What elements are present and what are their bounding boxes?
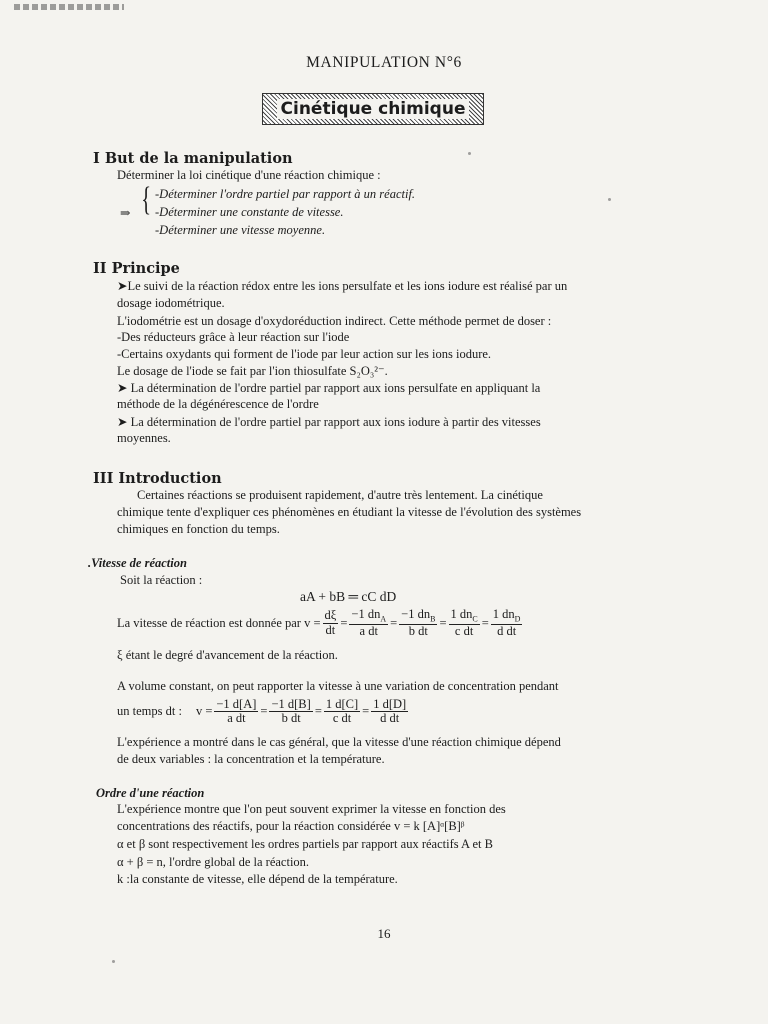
principle-line: ➤ La détermination de l'ordre partiel par rapport aux ions persulfate en appliquant la (117, 381, 541, 395)
principle-line: dosage iodométrique. (117, 296, 225, 310)
ordre-line: α + β = n, l'ordre global de la réaction. (117, 855, 310, 869)
intro-line: Certaines réactions se produisent rapidement, d'autre très lentement. La cinétique (137, 488, 543, 502)
principle-line: ➤ La détermination de l'ordre partiel par rapport aux ions iodure à partir des vitesses (117, 415, 541, 429)
soit-line: Soit la réaction : (120, 573, 203, 587)
principle-line: -Des réducteurs grâce à leur réaction sur l'iode (117, 330, 350, 344)
scan-speck (608, 198, 611, 201)
section1-intro: Déterminer la loi cinétique d'une réaction chimique : (117, 168, 381, 182)
experience-line: L'expérience a montré dans le cas général, que la vitesse d'une réaction chimique dépend (117, 735, 561, 749)
experience-line: de deux variables : la concentration et la température. (117, 752, 385, 766)
main-title: Cinétique chimique (277, 99, 470, 119)
section2-heading: II Principe (93, 260, 180, 277)
section3-heading: III Introduction (93, 470, 222, 487)
manipulation-title: MANIPULATION N°6 (306, 54, 462, 71)
volume-line: A volume constant, on peut rapporter la vitesse à une variation de concentration pendant (117, 679, 559, 693)
vitesse-subheading: .Vitesse de réaction (88, 556, 187, 570)
rate-intro: La vitesse de réaction est donnée par v = (117, 615, 321, 630)
ordre-line: α et β sont respectivement les ordres partiels par rapport aux réactifs A et B (117, 837, 493, 851)
ordre-subheading: Ordre d'une réaction (96, 786, 205, 800)
page-number: 16 (377, 926, 391, 941)
principle-line: L'iodométrie est un dosage d'oxydoréduction indirect. Cette méthode permet de doser : (117, 314, 552, 328)
main-title-box (262, 93, 484, 125)
ordre-line: L'expérience montre que l'on peut souvent exprimer la vitesse en fonction des (117, 802, 506, 816)
objective-item: -Déterminer une constante de vitesse. (155, 205, 344, 219)
ordre-line: k :la constante de vitesse, elle dépend de la température. (117, 872, 398, 886)
principle-line: moyennes. (117, 431, 171, 445)
brace: { (141, 181, 152, 218)
principle-line: ➤Le suivi de la réaction rédox entre les ions persulfate et les ions iodure est réalisé par un (117, 279, 568, 293)
objective-item: -Déterminer l'ordre partiel par rapport à un réactif. (155, 187, 416, 201)
temps-label: un temps dt : (117, 704, 182, 719)
intro-line: chimique tente d'expliquer ces phénomènes en étudiant la vitesse de l'évolution des systèmes (117, 505, 582, 519)
implies-arrow: ⇒ (120, 206, 131, 220)
xi-line: ξ étant le degré d'avancement de la réaction. (117, 648, 338, 662)
ordre-line: concentrations des réactifs, pour la réaction considérée v = k [A]ᵅ[B]ᵝ (117, 819, 465, 833)
concentration-formula: un temps dt : v = $\frac{-1 d[A]}{\text{a dt}}$ = $\frac{-1 d[B]}{\text{b dt}}$ = $\frac{1 d[C]}{\text{c dt}}$ = $\frac{1 d[D]}{\text{d dt}}$ (117, 697, 407, 726)
scan-artifact (14, 4, 124, 10)
principle-line: Le dosage de l'iode se fait par l'ion thiosulfate S₂O₃²⁻. (117, 364, 388, 378)
rate-formula: La vitesse de réaction est donnée par v = $\frac{d\xi}{dt}$ = $\frac{-1 dn_A}{\text{a dt}}$ = $\frac{-1 dn_B}{\text{b dt}}$ = $\frac{1 dn_C}{\text{c dt}}$ = $\frac{1 dn_D}{\text{d dt}}$ (117, 607, 521, 638)
scan-speck (468, 152, 471, 155)
objective-item: -Déterminer une vitesse moyenne. (155, 223, 326, 237)
scan-speck (112, 960, 115, 963)
intro-line: chimiques en fonction du temps. (117, 522, 280, 536)
principle-line: -Certains oxydants qui forment de l'iode par leur action sur les ions iodure. (117, 347, 492, 361)
section1-heading: I But de la manipulation (93, 150, 293, 167)
reaction-equation: aA + bB ═ cC dD (300, 589, 397, 604)
principle-line: méthode de la dégénérescence de l'ordre (117, 397, 319, 411)
